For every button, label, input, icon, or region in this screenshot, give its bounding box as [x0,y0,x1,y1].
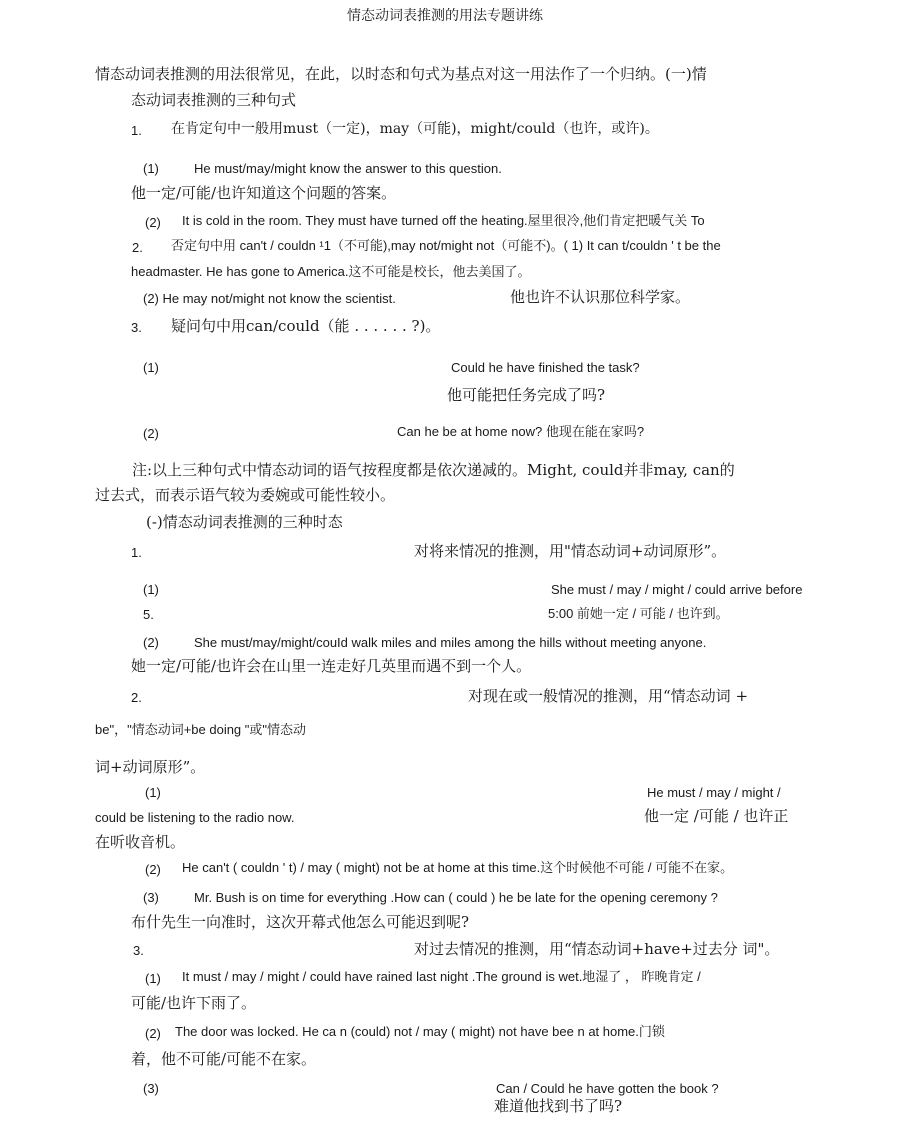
t1-example-1-number: (1) [143,582,159,597]
tense-2-line-2: be"，"情态动词+be doing "或"情态动 [95,722,307,737]
t3-example-1-number: (1) [145,971,161,986]
t2-example-1-chinese-2: 在听收音机。 [95,833,186,851]
t3-example-1-text: It must / may / might / could have rained last night .The ground is wet.地湿了 ， 昨晚肯定 / [182,969,701,984]
t1-example-1-english: She must / may / might / could arrive before [551,582,803,597]
tense-1-text: 对将来情况的推测，用"情态动词+动词原形”。 [414,542,727,560]
intro-line-1: 情态动词表推测的用法很常见，在此，以时态和句式为基点对这一用法作了一个归纳。(一)情 [95,65,707,83]
s1-example-1-number: (1) [143,161,159,176]
note-line-1: 注:以上三种句式中情态动词的语气按程度都是依次递减的。Might, could并非may, can的 [132,461,735,479]
part-2-heading: (-)情态动词表推测的三种时态 [146,513,343,531]
s2-example-2-english: (2) He may not/might not know the scientist. [143,291,396,306]
section-3-number: 3. [131,320,142,335]
s3-example-2-text: Can he be at home now? 他现在能在家吗? [397,424,645,439]
section-2-number: 2. [132,240,143,255]
t1-example-2-english: She must/may/might/couId walk miles and miles among the hills without meeting anyone. [194,635,707,650]
page-title: 情态动词表推测的用法专题讲练 [347,8,543,24]
t3-example-2-chinese-2: 着，他不可能/可能不在家。 [131,1050,317,1068]
t3-example-2-text: The door was locked. He ca n (could) not / may ( might) not have bee n at home.门锁 [175,1024,665,1039]
s1-example-1-chinese: 他一定/可能/也许知道这个问题的答案。 [131,184,397,202]
s2-example-2-chinese: 他也许不认识那位科学家。 [510,288,691,306]
tense-2-number: 2. [131,690,142,705]
t2-example-3-number: (3) [143,890,159,905]
intro-line-2: 态动词表推测的三种句式 [131,91,297,109]
t2-example-3-english: Mr. Bush is on time for everything .How can ( could ) he be late for the opening ceremony ? [194,890,718,905]
s3-example-1-english: Could he have finished the task? [451,360,640,375]
t3-example-3-number: (3) [143,1081,159,1096]
t2-example-1-chinese-1: 他一定 /可能 / 也许正 [644,807,789,825]
tense-2-text: 对现在或一般情况的推测，用“情态动词 + [468,687,749,705]
s3-example-2-number: (2) [143,426,159,441]
t3-example-3-english: Can / Could he have gotten the book ? [496,1081,719,1096]
t3-example-2-number: (2) [145,1026,161,1041]
t2-example-3-chinese: 布什先生一向准时，这次开幕式他怎么可能迟到呢? [131,913,470,931]
t2-example-1-english-1: He must / may / might / [647,785,781,800]
s3-example-1-number: (1) [143,360,159,375]
t3-example-3-chinese: 难道他找到书了吗? [494,1097,623,1115]
t1-example-1-number-2: 5. [143,607,154,622]
section-3-text: 疑问句中用can/could（能 . . . . . . ?)。 [171,317,441,335]
s1-example-1-english: He must/may/might know the answer to this question. [194,161,502,176]
t2-example-1-english-2: could be listening to the radio now. [95,810,295,825]
note-line-2: 过去式，而表示语气较为委婉或可能性较小。 [95,486,396,504]
s1-example-2-number: (2) [145,215,161,230]
t1-example-2-chinese: 她一定/可能/也许会在山里一连走好几英里而遇不到一个人。 [131,657,532,675]
tense-2-line-3: 词+动词原形”。 [95,758,206,776]
section-1-text: 在肯定句中一般用must（一定)，may（可能)，might/could（也许，或许)。 [171,121,659,137]
s3-example-1-chinese: 他可能把任务完成了吗? [447,386,606,404]
t2-example-2-number: (2) [145,862,161,877]
t1-example-1-continuation: 5:00 前她一定 / 可能 / 也许到。 [548,606,729,621]
section-2-line-2: headmaster. He has gone to America.这不可能是校长，他去美国了。 [131,264,531,279]
t3-example-1-chinese-2: 可能/也许下雨了。 [131,994,257,1012]
t2-example-1-number: (1) [145,785,161,800]
tense-3-number: 3. [133,943,144,958]
tense-1-number: 1. [131,545,142,560]
s1-example-2-text: It is cold in the room. They must have turned off the heating.屋里很冷,他们肯定把暖气关 To [182,213,705,228]
section-2-text: 否定句中用 can't / couldn ¹1（不可能),may not/might not（可能不)。( 1) It can t/couldn ' t be the [171,238,721,253]
t2-example-2-text: He can't ( couldn ' t) / may ( might) not be at home at this time.这个时候他不可能 / 可能不在家。 [182,860,734,875]
tense-3-text: 对过去情况的推测，用“情态动词+have+过去分 词"。 [414,940,780,958]
section-1-number: 1. [131,123,142,138]
t1-example-2-number: (2) [143,635,159,650]
